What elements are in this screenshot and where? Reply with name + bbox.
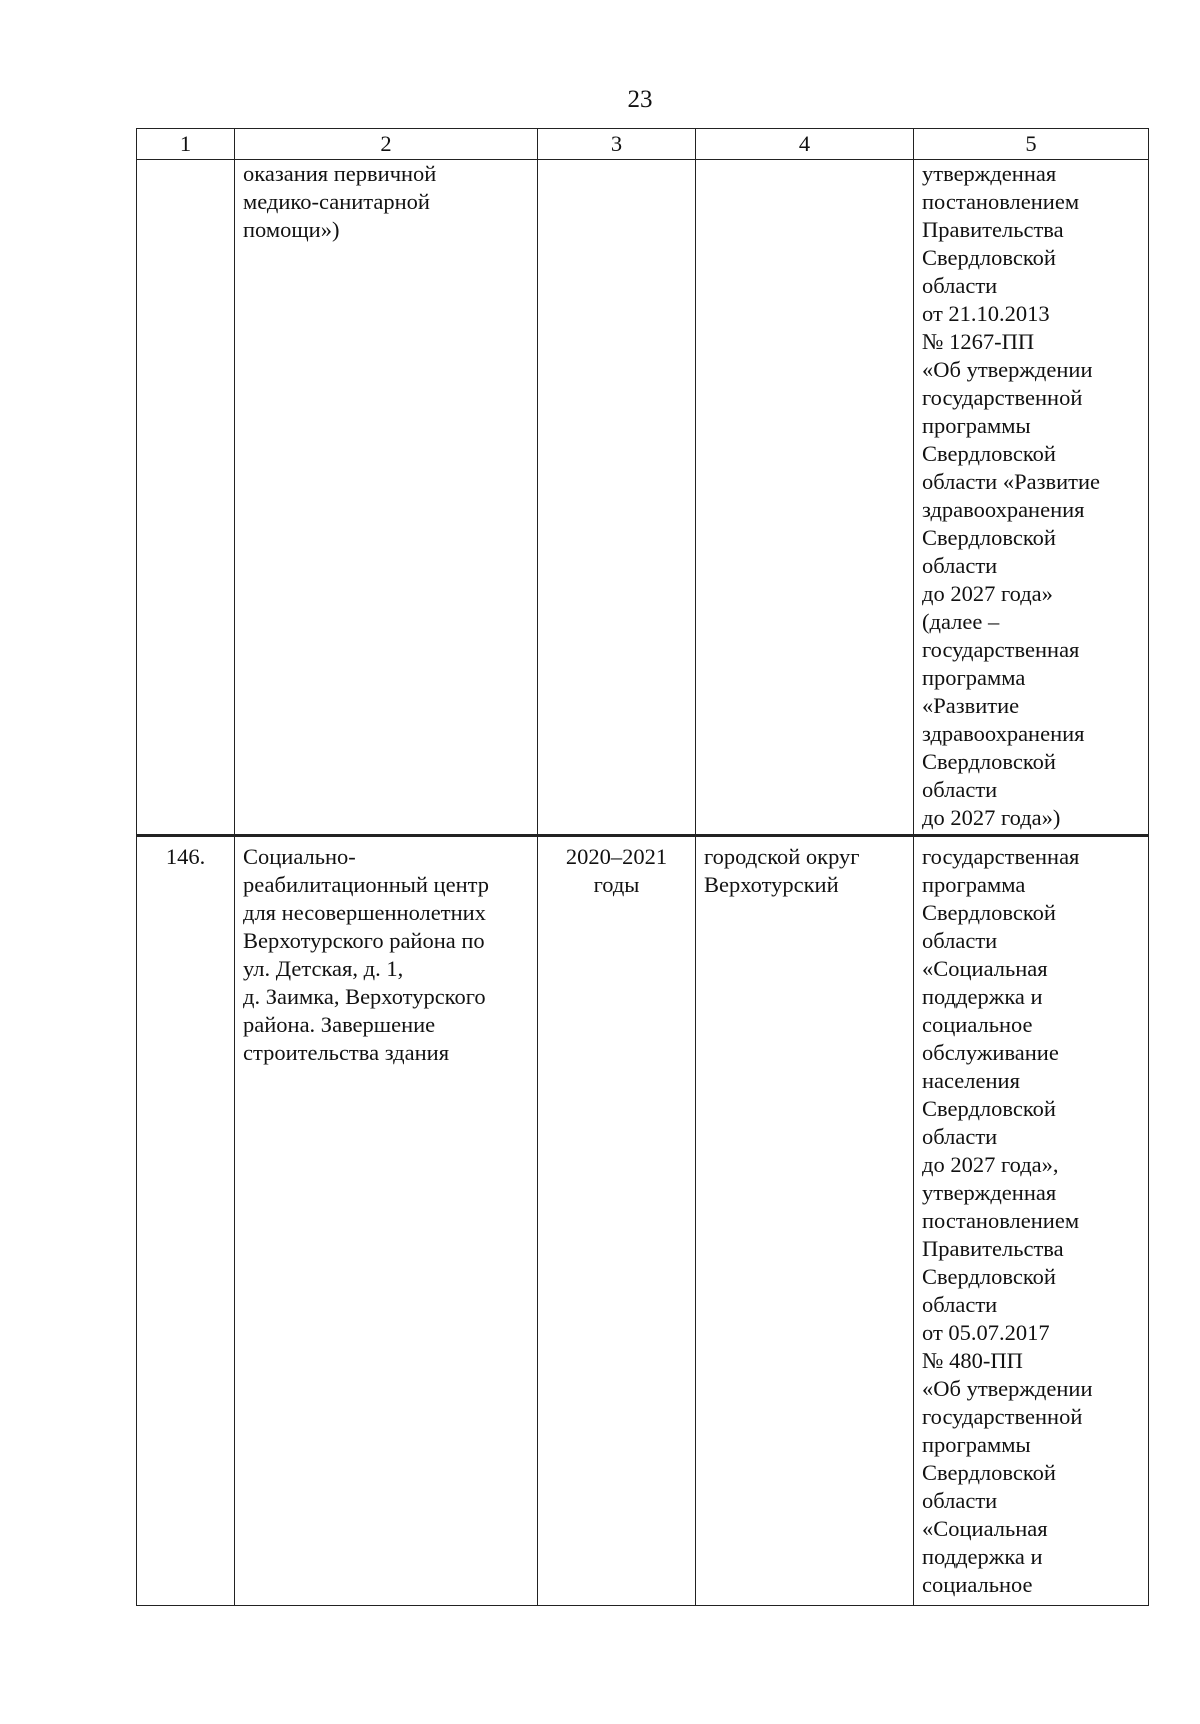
text-line: годы — [593, 872, 640, 897]
text-line: социальное — [922, 1572, 1033, 1597]
table-row-continuation — [137, 160, 1149, 836]
cell-period — [538, 160, 696, 836]
text-line: постановлением — [922, 1208, 1080, 1233]
text-line: поддержка и — [922, 1544, 1043, 1569]
text-line: программа — [922, 665, 1026, 690]
text-line: государственной — [922, 1404, 1083, 1429]
text-line: 2020–2021 — [565, 844, 668, 869]
text-lines — [243, 160, 529, 244]
text-line: Свердловской — [922, 441, 1056, 466]
text-line: Свердловской — [922, 749, 1056, 774]
text-line: д. Заимка, Верхотурского — [243, 984, 486, 1009]
text-line: области — [922, 1488, 998, 1513]
text-line: государственной — [922, 385, 1083, 410]
text-line: области — [922, 1292, 998, 1317]
cell-number: 146. — [137, 836, 235, 1606]
text-line: до 2027 года» — [922, 581, 1053, 606]
text-lines — [922, 843, 1140, 1599]
text-line: Верхотурский — [704, 872, 839, 897]
text-lines — [546, 843, 687, 899]
cell-period — [538, 836, 696, 1606]
cell-municipality — [696, 836, 914, 1606]
text-line: государственная — [922, 844, 1080, 869]
header-col-1: 1 — [137, 129, 235, 160]
header-row — [137, 129, 1149, 160]
cell-program — [914, 160, 1149, 836]
text-line: населения — [922, 1068, 1020, 1093]
text-line: области — [922, 1124, 998, 1149]
text-line: медико-санитарной — [243, 189, 430, 214]
text-line: обслуживание — [922, 1040, 1059, 1065]
cell-municipality — [696, 160, 914, 836]
text-line: ул. Детская, д. 1, — [243, 956, 404, 981]
text-lines — [243, 843, 529, 1067]
cell-number — [137, 160, 235, 836]
text-line: социальное — [922, 1012, 1033, 1037]
text-line: программы — [922, 1432, 1031, 1457]
text-line: области — [922, 928, 998, 953]
text-line: реабилитационный центр — [243, 872, 489, 897]
text-line: утвержденная — [922, 1180, 1057, 1205]
text-line: утвержденная — [922, 161, 1057, 186]
text-line: от 05.07.2017 — [922, 1320, 1050, 1345]
text-line: Свердловской — [922, 245, 1056, 270]
header-col-2: 2 — [235, 129, 538, 160]
program-table — [136, 128, 1149, 1606]
text-line: области — [922, 553, 998, 578]
text-line: области — [922, 777, 998, 802]
text-line: района. Завершение — [243, 1012, 436, 1037]
text-line: до 2027 года», — [922, 1152, 1059, 1177]
text-line: № 480-ПП — [922, 1348, 1023, 1373]
text-line: городской округ — [704, 844, 860, 869]
cell-object-name — [235, 836, 538, 1606]
table-row-146 — [137, 836, 1149, 1606]
text-line: Свердловской — [922, 525, 1056, 550]
text-line: строительства здания — [243, 1040, 450, 1065]
text-line: области «Развитие — [922, 469, 1101, 494]
header-col-3: 3 — [538, 129, 696, 160]
text-line: Верхотурского района по — [243, 928, 485, 953]
text-lines — [922, 160, 1140, 832]
text-line: области — [922, 273, 998, 298]
text-line: от 21.10.2013 — [922, 301, 1050, 326]
cell-program — [914, 836, 1149, 1606]
text-line: Правительства — [922, 1236, 1064, 1261]
text-line: здравоохранения — [922, 497, 1085, 522]
text-line: «Об утверждении — [922, 1376, 1093, 1401]
text-line: «Социальная — [922, 1516, 1048, 1541]
text-line: Свердловской — [922, 900, 1056, 925]
text-line: оказания первичной — [243, 161, 437, 186]
page-number: 23 — [627, 86, 653, 113]
text-line: программы — [922, 413, 1031, 438]
text-line: Социально- — [243, 844, 356, 869]
text-line: для несовершеннолетних — [243, 900, 486, 925]
cell-object-name — [235, 160, 538, 836]
text-line: постановлением — [922, 189, 1080, 214]
text-line: помощи») — [243, 217, 340, 242]
text-lines — [704, 843, 905, 899]
text-line: поддержка и — [922, 984, 1043, 1009]
text-line: «Об утверждении — [922, 357, 1093, 382]
text-line: государственная — [922, 637, 1080, 662]
text-line: до 2027 года») — [922, 805, 1061, 830]
text-line: Правительства — [922, 217, 1064, 242]
header-col-5: 5 — [914, 129, 1149, 160]
text-line: № 1267-ПП — [922, 329, 1035, 354]
text-line: Свердловской — [922, 1264, 1056, 1289]
text-line: (далее – — [922, 609, 1000, 634]
text-line: программа — [922, 872, 1026, 897]
text-line: Свердловской — [922, 1460, 1056, 1485]
text-line: здравоохранения — [922, 721, 1085, 746]
text-line: Свердловской — [922, 1096, 1056, 1121]
text-line: «Развитие — [922, 693, 1020, 718]
header-col-4: 4 — [696, 129, 914, 160]
text-line: «Социальная — [922, 956, 1048, 981]
